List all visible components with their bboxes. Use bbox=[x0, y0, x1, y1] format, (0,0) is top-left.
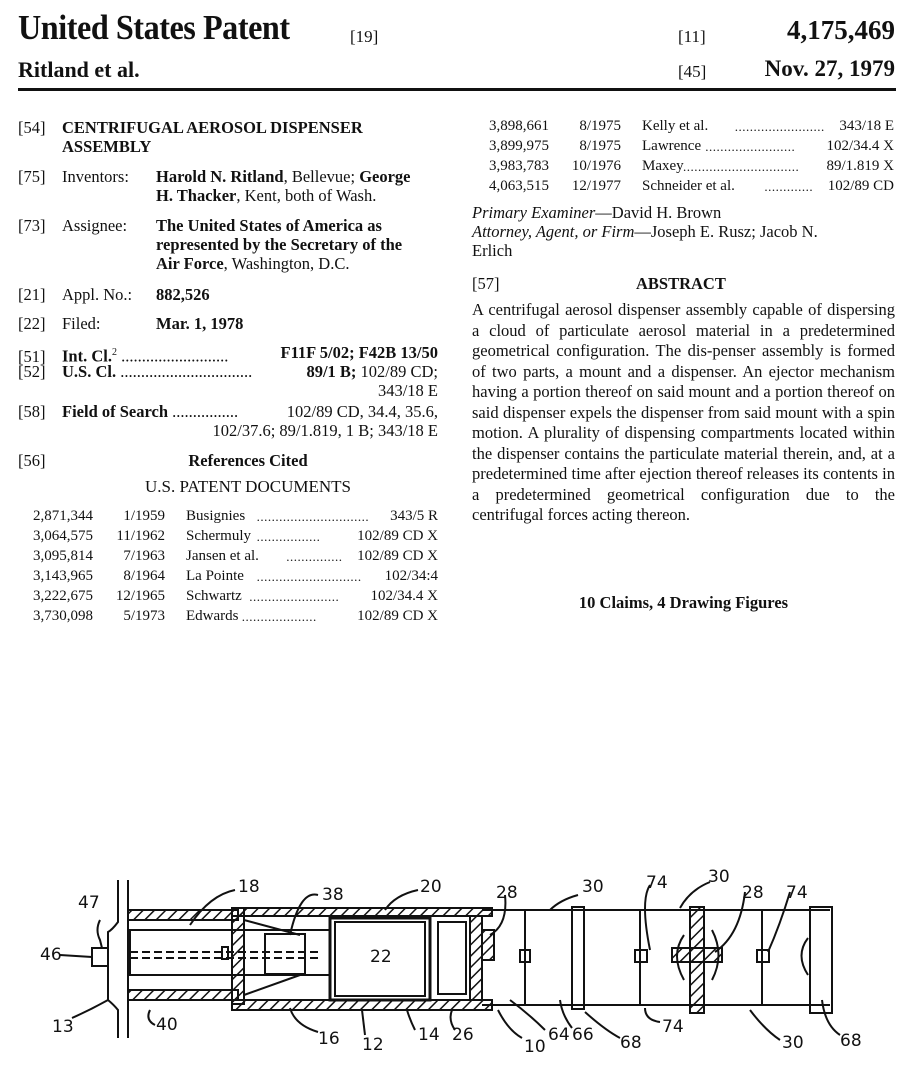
dot-leader: ................................ bbox=[120, 362, 253, 381]
assignee-line: Air Force bbox=[156, 254, 224, 273]
patent-number: 4,175,469 bbox=[787, 15, 895, 45]
abstract-heading: ABSTRACT bbox=[636, 274, 726, 293]
reference-numeral: 28 bbox=[496, 883, 518, 903]
appl-field bbox=[18, 285, 210, 304]
reference-numeral: 38 bbox=[322, 885, 344, 905]
inventor-location: , Kent, both of Wash. bbox=[236, 186, 377, 205]
reference-number: 2,871,344 bbox=[33, 508, 93, 524]
reference-date: 8/1975 bbox=[579, 138, 621, 154]
invention-title-line2: ASSEMBLY bbox=[62, 137, 152, 156]
reference-number: 3,222,675 bbox=[33, 588, 93, 604]
reference-class: 102/89 CD X bbox=[353, 608, 438, 625]
dot-leader: ........................ bbox=[249, 589, 340, 604]
reference-inventor: Busignies bbox=[186, 508, 246, 524]
attorney-name: Erlich bbox=[472, 241, 513, 260]
field-code: [22] bbox=[18, 314, 46, 333]
reference-numeral: 74 bbox=[662, 1017, 684, 1037]
assignee-field bbox=[18, 216, 458, 273]
reference-class: 89/1.819 X bbox=[823, 158, 895, 175]
document-title: United States Patent bbox=[18, 8, 290, 47]
field-code: [75] bbox=[18, 167, 46, 186]
reference-number: 3,899,975 bbox=[489, 138, 549, 154]
references-field bbox=[18, 451, 438, 470]
reference-numeral: 13 bbox=[52, 1017, 74, 1037]
us-cl-value: 343/18 E bbox=[377, 381, 438, 400]
reference-numeral: 20 bbox=[420, 877, 442, 897]
examiner-block bbox=[472, 203, 902, 260]
reference-date: 1/1959 bbox=[123, 508, 165, 524]
dot-leader: ........................ bbox=[734, 119, 825, 134]
reference-numeral: 66 bbox=[572, 1025, 594, 1045]
reference-row bbox=[489, 178, 894, 195]
assignee-line: represented by the Secretary of the bbox=[156, 235, 403, 254]
field-of-search bbox=[18, 402, 438, 442]
reference-date: 11/1962 bbox=[116, 528, 165, 544]
abstract-text: A centrifugal aerosol dispenser assembly capable of dispersing a cloud of particulate aerosol material in a predetermined geometrical configuration. The dis-penser assembly is formed of two parts, a mount and a dispenser. An ejector mechanism having a portion thereof on said mount and a portion thereof on said dispenser expels the dispenser from said mount with a spin motion. A plurality of dispensing compartments located within the dispenser contains the particulate material therein, and, at a predetermined time after ejection thereof releases its contents in a predetermined geometrical configuration due to the centrifugal forces acting thereon. bbox=[472, 300, 895, 524]
reference-date: 8/1975 bbox=[579, 118, 621, 134]
inventor-name: Harold N. Ritland bbox=[156, 167, 284, 186]
reference-class: 102/34.4 X bbox=[823, 138, 895, 155]
reference-numeral: 14 bbox=[418, 1025, 440, 1045]
reference-inventor: La Pointe bbox=[186, 568, 244, 584]
reference-inventor: Edwards bbox=[186, 608, 239, 624]
date-code: [45] bbox=[678, 62, 707, 81]
reference-number: 3,730,098 bbox=[33, 608, 93, 624]
invention-title-line1: CENTRIFUGAL AEROSOL DISPENSER bbox=[62, 118, 363, 137]
claims-count: 10 Claims, 4 Drawing Figures bbox=[578, 593, 789, 612]
reference-row bbox=[33, 508, 438, 525]
field-label: U.S. Cl. bbox=[62, 362, 117, 381]
reference-numeral: 10 bbox=[524, 1037, 546, 1057]
reference-numeral: 46 bbox=[40, 945, 62, 965]
reference-inventor: Maxey bbox=[642, 158, 684, 174]
reference-row bbox=[489, 158, 894, 175]
field-label: Assignee: bbox=[62, 216, 128, 235]
reference-class: 343/18 E bbox=[835, 118, 894, 135]
mount-plate bbox=[108, 880, 118, 1038]
us-cl-field bbox=[18, 362, 438, 402]
inventors-field bbox=[18, 167, 458, 205]
reference-date: 5/1973 bbox=[123, 608, 165, 624]
number-code: [11] bbox=[678, 27, 706, 46]
dot-leader: ............................... bbox=[683, 159, 800, 174]
inventor-location: , Bellevue; bbox=[283, 167, 360, 186]
field-code: [51] bbox=[18, 346, 46, 366]
reference-numeral: 16 bbox=[318, 1029, 340, 1049]
field-code: [56] bbox=[18, 451, 46, 470]
reference-row bbox=[33, 528, 438, 545]
reference-numeral: 30 bbox=[782, 1033, 804, 1053]
field-code: [52] bbox=[18, 362, 46, 381]
field-label: Field of Search bbox=[62, 402, 169, 421]
inventor-name: H. Thacker bbox=[156, 186, 237, 205]
reference-inventor: Schwartz bbox=[186, 588, 242, 604]
examiner-name: —David H. Brown bbox=[595, 203, 722, 222]
attorney-label: Attorney, Agent, or Firm bbox=[472, 222, 635, 241]
reference-row bbox=[489, 138, 894, 155]
reference-row bbox=[33, 608, 438, 625]
title-code: [19] bbox=[350, 27, 379, 46]
reference-number: 3,143,965 bbox=[33, 568, 93, 584]
field-code: [73] bbox=[18, 216, 46, 235]
us-patent-documents-heading: U.S. PATENT DOCUMENTS bbox=[145, 477, 351, 496]
filed-field bbox=[18, 314, 243, 333]
dot-leader: .......................... bbox=[121, 346, 229, 366]
reference-number: 3,095,814 bbox=[33, 548, 93, 564]
dot-leader: ............... bbox=[286, 549, 343, 564]
reference-numeral: 74 bbox=[646, 873, 668, 893]
reference-number: 3,898,661 bbox=[489, 118, 549, 134]
superscript: 2 bbox=[111, 347, 117, 358]
reference-numeral: 68 bbox=[620, 1033, 642, 1053]
reference-date: 10/1976 bbox=[571, 158, 621, 174]
reference-inventor: Lawrence bbox=[642, 138, 702, 154]
appl-number: 882,526 bbox=[156, 285, 210, 304]
reference-date: 12/1977 bbox=[571, 178, 621, 194]
field-code: [21] bbox=[18, 285, 46, 304]
reference-numeral: 74 bbox=[786, 883, 808, 903]
reference-class: 102/89 CD bbox=[824, 178, 894, 195]
reference-class: 102/89 CD X bbox=[353, 528, 438, 545]
reference-numeral: 68 bbox=[840, 1031, 862, 1051]
dot-leader: ................. bbox=[256, 529, 321, 544]
reference-row bbox=[33, 548, 438, 565]
reference-numeral: 18 bbox=[238, 877, 260, 897]
reference-inventor: Kelly et al. bbox=[642, 118, 709, 134]
reference-date: 8/1964 bbox=[123, 568, 165, 584]
field-code: [54] bbox=[18, 118, 46, 137]
reference-class: 343/5 R bbox=[386, 508, 438, 525]
dot-leader: ............................ bbox=[256, 569, 362, 584]
reference-date: 12/1965 bbox=[115, 588, 165, 604]
reference-inventor: Schermuly bbox=[186, 528, 251, 544]
dot-leader: ............. bbox=[764, 179, 814, 194]
filed-date: Mar. 1, 1978 bbox=[156, 314, 244, 333]
abstract-code: [57] bbox=[472, 274, 500, 293]
examiner-label: Primary Examiner bbox=[472, 203, 596, 222]
inventor-name: George bbox=[359, 167, 411, 186]
reference-numeral: 30 bbox=[708, 867, 730, 887]
field-label: Inventors: bbox=[62, 167, 129, 186]
header-rule bbox=[18, 88, 896, 91]
dot-leader: ................ bbox=[172, 402, 239, 421]
patent-drawing bbox=[0, 860, 913, 1078]
assignee-line: The United States of America as bbox=[156, 216, 382, 235]
reference-class: 102/34:4 bbox=[381, 568, 438, 585]
references-title: References Cited bbox=[188, 451, 308, 470]
reference-date: 7/1963 bbox=[123, 548, 165, 564]
reference-numeral: 12 bbox=[362, 1035, 384, 1055]
assignee-location: , Washington, D.C. bbox=[223, 254, 350, 273]
field-code: [58] bbox=[18, 402, 46, 421]
reference-numeral: 28 bbox=[742, 883, 764, 903]
inventor-short: Ritland et al. bbox=[18, 57, 140, 82]
int-cl-value: F11F 5/02; F42B 13/50 bbox=[280, 343, 438, 362]
reference-row bbox=[33, 568, 438, 585]
us-cl-value: 102/89 CD; bbox=[356, 362, 438, 381]
reference-numeral: 47 bbox=[78, 893, 100, 913]
dot-leader: .................... bbox=[241, 609, 317, 624]
dot-leader: .............................. bbox=[256, 509, 370, 524]
search-value: 102/37.6; 89/1.819, 1 B; 343/18 E bbox=[212, 421, 438, 440]
reference-numeral: 64 bbox=[548, 1025, 570, 1045]
reference-number: 3,983,783 bbox=[489, 158, 549, 174]
dot-leader: ........................ bbox=[705, 139, 796, 154]
field-label: Int. Cl. bbox=[62, 346, 112, 366]
search-value: 102/89 CD, 34.4, 35.6, bbox=[286, 402, 438, 421]
reference-numeral: 40 bbox=[156, 1015, 178, 1035]
reference-inventor: Schneider et al. bbox=[642, 178, 735, 194]
title-field bbox=[18, 118, 458, 156]
reference-row bbox=[489, 118, 894, 135]
reference-number: 4,063,515 bbox=[489, 178, 549, 194]
reference-numeral: 30 bbox=[582, 877, 604, 897]
us-cl-value: 89/1 B; bbox=[306, 362, 357, 381]
reference-row bbox=[33, 588, 438, 605]
reference-inventor: Jansen et al. bbox=[186, 548, 259, 564]
field-label: Appl. No.: bbox=[62, 285, 133, 304]
reference-numeral: 22 bbox=[370, 947, 392, 967]
reference-class: 102/34.4 X bbox=[367, 588, 439, 605]
attorney-name: —Joseph E. Rusz; Jacob N. bbox=[634, 222, 818, 241]
reference-number: 3,064,575 bbox=[33, 528, 93, 544]
patent-date: Nov. 27, 1979 bbox=[764, 56, 895, 81]
reference-numeral: 26 bbox=[452, 1025, 474, 1045]
field-label: Filed: bbox=[62, 314, 101, 333]
reference-class: 102/89 CD X bbox=[353, 548, 438, 565]
